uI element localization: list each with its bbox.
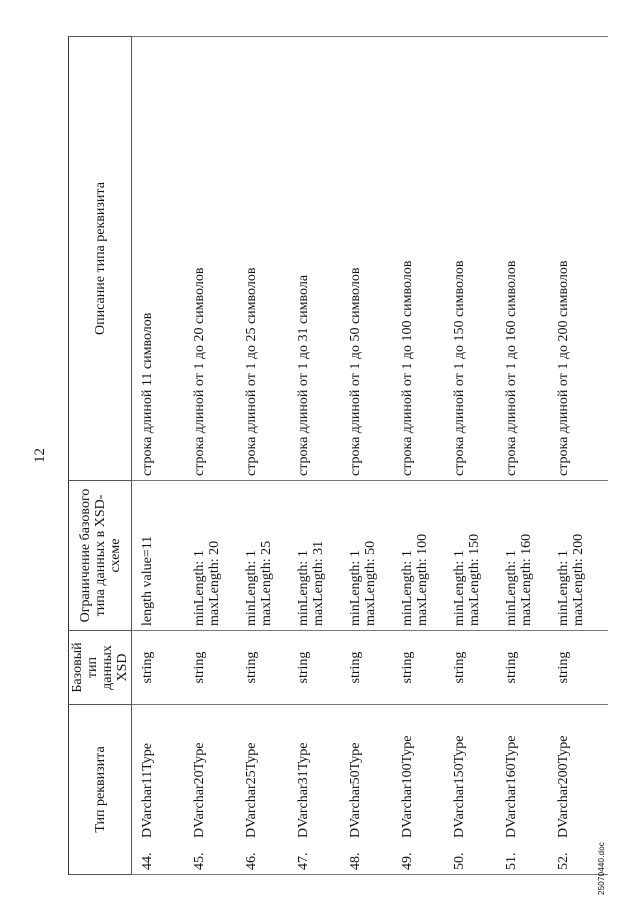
table-row: [192, 37, 244, 875]
row-number: 50.: [452, 852, 467, 870]
row-number: 44.: [140, 852, 155, 870]
constraint-line-1: minLength: 1: [556, 550, 571, 626]
cell-description: строка длиной от 1 до 31 символа: [296, 37, 348, 481]
cell-description: строка длиной от 1 до 160 символов: [504, 37, 556, 481]
constraint-line-2: maxLength: 20: [207, 540, 222, 626]
type-name: DVarchar160Type: [504, 735, 519, 838]
table-row: [348, 37, 400, 875]
header-constraint: Ограничение базового типа данных в XSD-схеме: [69, 481, 132, 631]
cell-description: строка длиной от 1 до 200 символов: [556, 37, 608, 481]
cell-constraint: [556, 481, 608, 631]
row-number: 49.: [400, 852, 415, 870]
cell-description: строка длиной 11 символов: [132, 37, 193, 481]
row-number: 47.: [296, 852, 311, 870]
cell-base-type: string: [296, 631, 348, 705]
constraint-line-1: minLength: 1: [400, 550, 415, 626]
constraint-line-2: maxLength: 31: [311, 540, 326, 626]
table-row: [400, 37, 452, 875]
header-type: Тип реквизита: [69, 705, 132, 875]
cell-base-type: string: [244, 631, 296, 705]
type-name: DVarchar31Type: [296, 742, 311, 838]
cell-description: строка длиной от 1 до 100 символов: [400, 37, 452, 481]
constraint-line-2: maxLength: 50: [363, 540, 378, 626]
cell-constraint: [192, 481, 244, 631]
constraint-line-1: length value=11: [140, 535, 155, 626]
constraint-line-2: maxLength: 100: [415, 533, 430, 626]
constraint-line-2: maxLength: 160: [519, 533, 534, 626]
constraint-line-1: minLength: 1: [244, 550, 259, 626]
table-body: [132, 37, 609, 875]
row-number: 45.: [192, 852, 207, 870]
cell-base-type: string: [556, 631, 608, 705]
type-name: DVarchar150Type: [452, 735, 467, 838]
row-number: 51.: [504, 852, 519, 870]
table-row: [504, 37, 556, 875]
type-name: DVarchar100Type: [400, 735, 415, 838]
constraint-line-1: minLength: 1: [296, 550, 311, 626]
table-row: [244, 37, 296, 875]
document-id: 25070440.doc: [597, 841, 606, 895]
header-description: Описание типа реквизита: [69, 37, 132, 481]
type-name: DVarchar50Type: [348, 742, 363, 838]
constraint-line-2: maxLength: 200: [571, 533, 586, 626]
requisite-types-table: [68, 36, 608, 875]
constraint-line-1: minLength: 1: [348, 550, 363, 626]
constraint-line-2: maxLength: 25: [259, 540, 274, 626]
constraint-line-2: maxLength: 150: [467, 533, 482, 626]
table-header-row: [69, 37, 132, 875]
cell-description: строка длиной от 1 до 150 символов: [452, 37, 504, 481]
cell-base-type: string: [400, 631, 452, 705]
header-base-type: Базовый тип данных XSD: [69, 631, 132, 705]
cell-type: [452, 705, 504, 875]
cell-description: строка длиной от 1 до 20 символов: [192, 37, 244, 481]
cell-type: [244, 705, 296, 875]
constraint-line-1: minLength: 1: [192, 550, 207, 626]
constraint-line-1: minLength: 1: [504, 550, 519, 626]
cell-type: [192, 705, 244, 875]
table-row: [296, 37, 348, 875]
row-number: 46.: [244, 852, 259, 870]
cell-constraint: [452, 481, 504, 631]
cell-description: строка длиной от 1 до 25 символов: [244, 37, 296, 481]
cell-base-type: string: [452, 631, 504, 705]
type-name: DVarchar200Type: [556, 735, 571, 838]
cell-constraint: [348, 481, 400, 631]
cell-base-type: string: [504, 631, 556, 705]
type-name: DVarchar11Type: [140, 743, 155, 838]
cell-constraint: [244, 481, 296, 631]
cell-type: [296, 705, 348, 875]
cell-constraint: [504, 481, 556, 631]
cell-base-type: string: [192, 631, 244, 705]
table-row: [132, 37, 193, 875]
cell-type: [132, 705, 193, 875]
table-row: [452, 37, 504, 875]
type-name: DVarchar25Type: [244, 742, 259, 838]
page-number: 12: [32, 448, 48, 463]
cell-base-type: string: [348, 631, 400, 705]
cell-description: строка длиной от 1 до 50 символов: [348, 37, 400, 481]
constraint-line-1: minLength: 1: [452, 550, 467, 626]
cell-type: [504, 705, 556, 875]
cell-constraint: [296, 481, 348, 631]
row-number: 52.: [556, 852, 571, 870]
cell-base-type: string: [132, 631, 193, 705]
table-row: [556, 37, 608, 875]
cell-type: [348, 705, 400, 875]
row-number: 48.: [348, 852, 363, 870]
cell-constraint: [400, 481, 452, 631]
cell-constraint: [132, 481, 193, 631]
cell-type: [400, 705, 452, 875]
type-name: DVarchar20Type: [192, 742, 207, 838]
